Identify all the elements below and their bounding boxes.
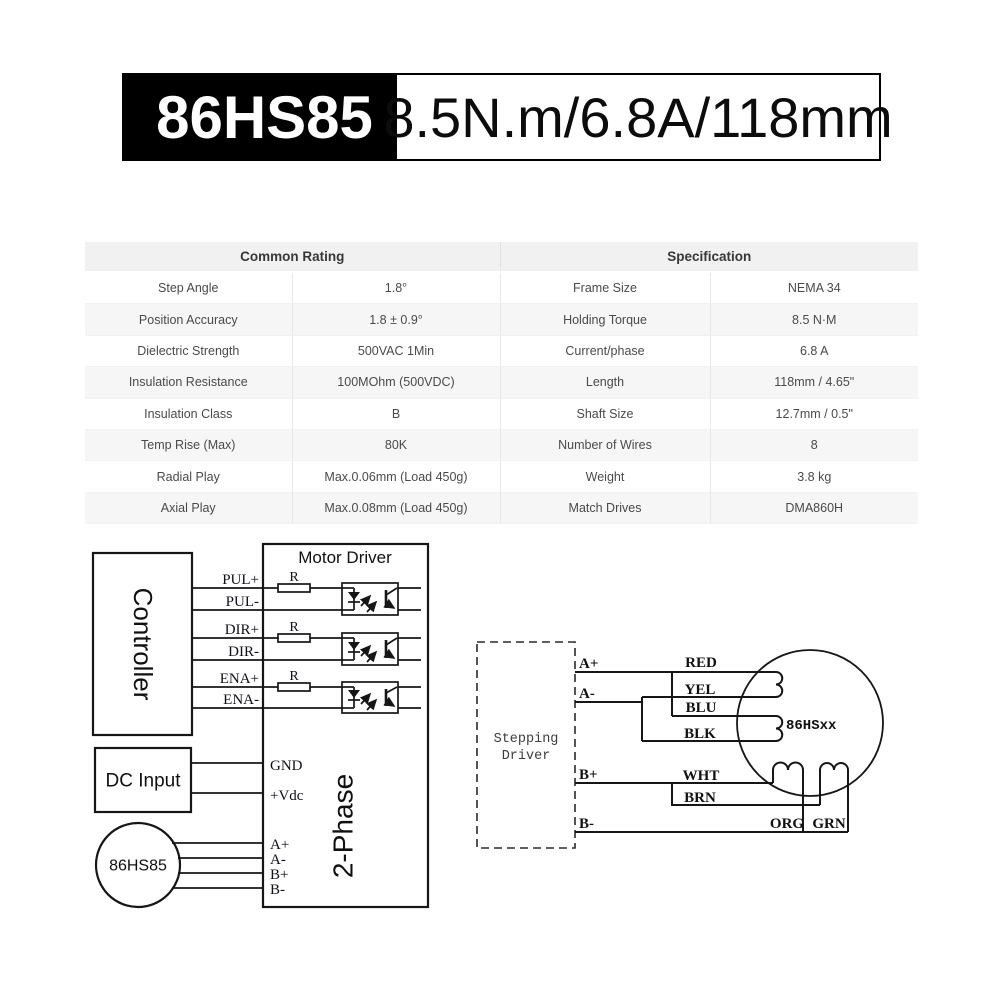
row-label: Weight — [500, 461, 710, 492]
row-value: NEMA 34 — [710, 272, 918, 304]
stepping-driver-label-line2: Driver — [501, 749, 551, 764]
ena-minus-label: ENA- — [223, 692, 259, 708]
motor-driver-title: Motor Driver — [298, 548, 392, 567]
row-label: Insulation Resistance — [85, 367, 292, 398]
row-value: 500VAC 1Min — [292, 335, 500, 366]
row-label: Position Accuracy — [85, 304, 292, 335]
row-value: 8.5 N·M — [710, 304, 918, 335]
stepping-driver-diagram — [477, 642, 883, 848]
model-name: 86HS85 — [156, 83, 373, 151]
row-label: Insulation Class — [85, 398, 292, 429]
resistor-label: R — [289, 669, 299, 684]
row-label: Step Angle — [85, 272, 292, 304]
summary-text: 8.5N.m/6.8A/118mm — [383, 85, 893, 149]
row-label: Axial Play — [85, 492, 292, 523]
terminal-b-minus: B- — [579, 816, 594, 832]
row-value: 8 — [710, 429, 918, 460]
phase-wires — [172, 843, 263, 888]
dir-plus-label: DIR+ — [224, 622, 259, 638]
wire-brn-label: BRN — [684, 790, 716, 806]
row-value: 3.8 kg — [710, 461, 918, 492]
row-value: 6.8 A — [710, 335, 918, 366]
row-value: DMA860H — [710, 492, 918, 523]
row-value: Max.0.06mm (Load 450g) — [292, 461, 500, 492]
controller-label: Controller — [128, 587, 158, 701]
wire-org-label: ORG — [769, 816, 805, 832]
common-rating-header: Common Rating — [85, 242, 500, 272]
row-label: Temp Rise (Max) — [85, 429, 292, 460]
terminal-b-plus: B+ — [579, 767, 598, 783]
row-label: Frame Size — [500, 272, 710, 304]
wire-red-label: RED — [685, 655, 717, 671]
dir-minus-label: DIR- — [228, 644, 259, 660]
terminal-a-minus: A- — [579, 686, 595, 702]
coil-a2-icon — [776, 716, 782, 741]
resistor-label: R — [289, 570, 299, 585]
pul-minus-label: PUL- — [225, 594, 259, 610]
row-label: Number of Wires — [500, 429, 710, 460]
vdc-label: +Vdc — [270, 788, 304, 804]
row-value: 80K — [292, 429, 500, 460]
wire-blu-label: BLU — [685, 700, 717, 716]
row-label: Current/phase — [500, 335, 710, 366]
row-label: Match Drives — [500, 492, 710, 523]
controller-wiring-diagram — [93, 544, 428, 907]
stepping-driver-label-line1: Stepping — [493, 732, 559, 747]
b-plus-label: B+ — [270, 867, 289, 883]
wire-grn-label: GRN — [812, 816, 846, 832]
coil-a1-icon — [776, 672, 782, 697]
specification-header: Specification — [500, 242, 918, 272]
row-value: B — [292, 398, 500, 429]
row-value: Max.0.08mm (Load 450g) — [292, 492, 500, 523]
two-phase-label: 2-Phase — [327, 773, 359, 879]
motor-label: 86HSxx — [786, 718, 837, 734]
row-value: 1.8 ± 0.9° — [292, 304, 500, 335]
row-value: 12.7mm / 0.5" — [710, 398, 918, 429]
a-plus-label: A+ — [270, 837, 290, 853]
a-minus-label: A- — [270, 852, 286, 868]
row-label: Length — [500, 367, 710, 398]
row-value: 1.8° — [292, 272, 500, 304]
row-label: Dielectric Strength — [85, 335, 292, 366]
dc-input-label: DC Input — [105, 770, 181, 792]
row-label: Holding Torque — [500, 304, 710, 335]
wire-wht-label: WHT — [682, 768, 720, 784]
pul-plus-label: PUL+ — [222, 572, 259, 588]
b-minus-label: B- — [270, 882, 285, 898]
row-value: 100MOhm (500VDC) — [292, 367, 500, 398]
row-label: Radial Play — [85, 461, 292, 492]
row-value: 118mm / 4.65" — [710, 367, 918, 398]
terminal-a-plus: A+ — [579, 656, 599, 672]
wire-blk-label: BLK — [684, 726, 716, 742]
row-label: Shaft Size — [500, 398, 710, 429]
ena-plus-label: ENA+ — [219, 671, 259, 687]
wire-yel-label: YEL — [684, 682, 716, 698]
resistor-label: R — [289, 620, 299, 635]
motor-label: 86HS85 — [109, 857, 167, 875]
gnd-label: GND — [270, 758, 303, 774]
